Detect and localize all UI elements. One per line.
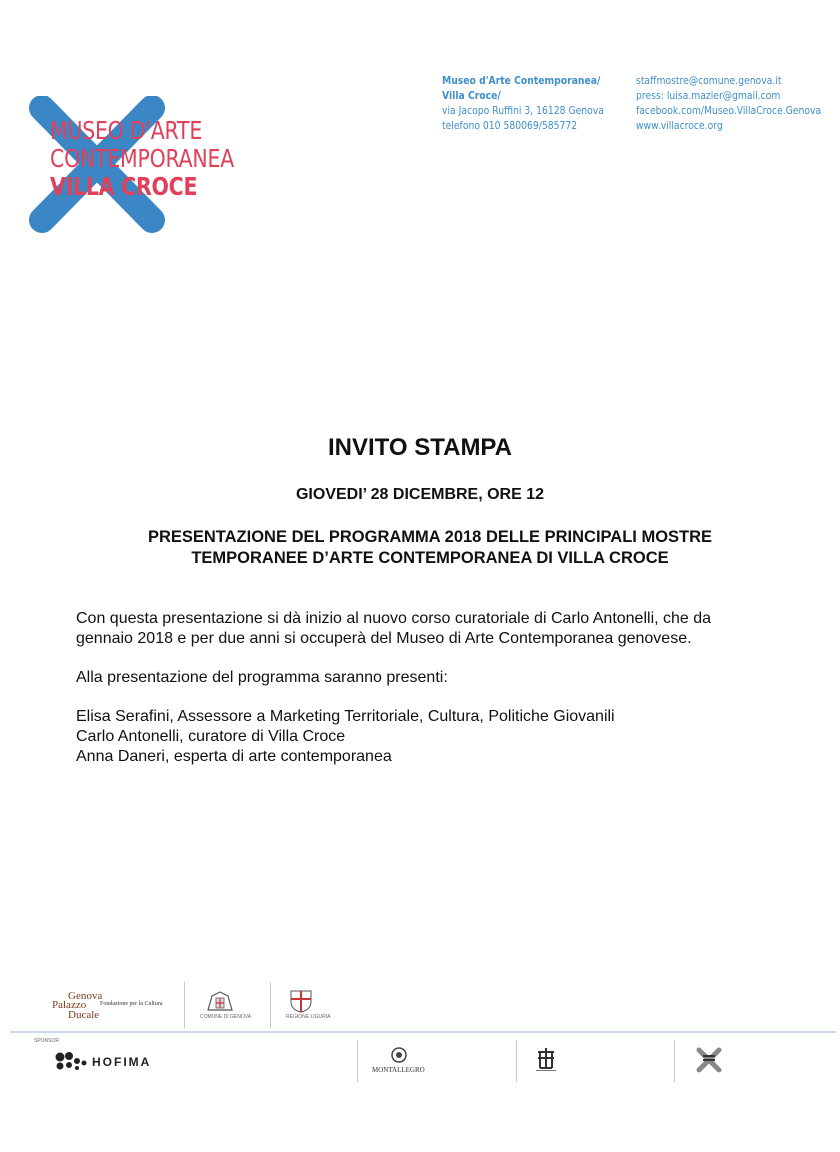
palazzo-ducale-logo: [52, 990, 172, 1024]
page-title: INVITO STAMPA: [327, 434, 512, 461]
footer-divider: [357, 1040, 358, 1082]
event-date: GIOVEDI’ 28 DICEMBRE, ORE 12: [295, 486, 545, 503]
hofima-text: HOFIMA: [92, 1055, 152, 1069]
footer-rule: [10, 1031, 836, 1033]
intro-line-1: Con questa presentazione si dà inizio al nuovo corso curatoriale di Carlo Antonelli, che da: [76, 610, 712, 627]
comune-crest-icon: [200, 988, 240, 1014]
montallegro-text: MONTALLEGRO: [372, 1066, 425, 1074]
sponsor-label: SPONSOR: [34, 1038, 60, 1044]
regione-label: REGIONE LIGURIA: [286, 1014, 331, 1020]
building-logo: [534, 1046, 558, 1076]
museum-name: Museo d'Arte Contemporanea/: [442, 75, 601, 87]
palazzo-ducale: Ducale: [68, 1009, 100, 1021]
hofima-logo: [54, 1050, 174, 1074]
regione-liguria-logo: [286, 988, 331, 1024]
facebook-link[interactable]: facebook.com/Museo.VillaCroce.Genova: [636, 105, 822, 117]
attendee-item: Elisa Serafini, Assessore a Marketing Territoriale, Cultura, Politiche Giovanili: [76, 708, 615, 725]
press-email-link[interactable]: press: luisa.mazier@gmail.com: [636, 90, 781, 102]
comune-genova-logo: [200, 988, 252, 1024]
attendance-paragraph: Alla presentazione del programma saranno presenti:: [76, 669, 448, 686]
museum-name-2: Villa Croce/: [442, 90, 501, 102]
attendees-list: [76, 707, 776, 767]
contacts-left: [442, 74, 626, 134]
event-subtitle: [60, 527, 800, 569]
footer-divider: [674, 1040, 675, 1082]
hofima-dots-icon: [54, 1050, 92, 1072]
small-cross-icon: [694, 1046, 724, 1074]
footer-divider: [516, 1040, 517, 1082]
museum-logo: [28, 96, 258, 236]
subtitle-line-1: PRESENTAZIONE DEL PROGRAMMA 2018 DELLE PRINCIPALI MOSTRE: [147, 528, 713, 546]
logo-line-3: VILLA CROCE: [50, 172, 198, 201]
footer-divider: [184, 982, 185, 1028]
subtitle-line-2: TEMPORANEE D’ARTE CONTEMPORANEA DI VILLA CROCE: [191, 549, 669, 567]
logo-line-1: MUSEO D'ARTE: [50, 116, 203, 145]
footer-divider: [270, 982, 271, 1028]
attendee-item: Carlo Antonelli, curatore di Villa Croce: [76, 728, 346, 745]
palazzo-palazzo: Palazzo: [52, 999, 87, 1011]
contacts-right: [636, 74, 840, 134]
villa-croce-small-logo: [694, 1046, 724, 1074]
logo-line-2: CONTEMPORANEA: [50, 144, 235, 173]
comune-label: COMUNE DI GENOVA: [200, 1014, 252, 1020]
palazzo-genova: Genova: [68, 990, 103, 1002]
museum-address: via Jacopo Ruffini 3, 16128 Genova: [442, 105, 604, 117]
montallegro-logo: [372, 1046, 432, 1076]
montallegro-emblem-icon: [388, 1046, 410, 1064]
staff-email-link[interactable]: staffmostre@comune.genova.it: [636, 75, 782, 87]
regione-shield-icon: [286, 988, 316, 1014]
palazzo-tagline: Fondazione per la Cultura: [100, 1001, 163, 1007]
museum-phone: telefono 010 580069/585772: [442, 120, 578, 132]
intro-line-2: gennaio 2018 e per due anni si occuperà del Museo di Arte Contemporanea genovese.: [76, 630, 692, 647]
intro-paragraph: [76, 609, 776, 649]
attendee-item: Anna Daneri, esperta di arte contemporanea: [76, 748, 392, 765]
website-link[interactable]: www.villacroce.org: [636, 120, 723, 132]
building-icon: [534, 1046, 558, 1074]
